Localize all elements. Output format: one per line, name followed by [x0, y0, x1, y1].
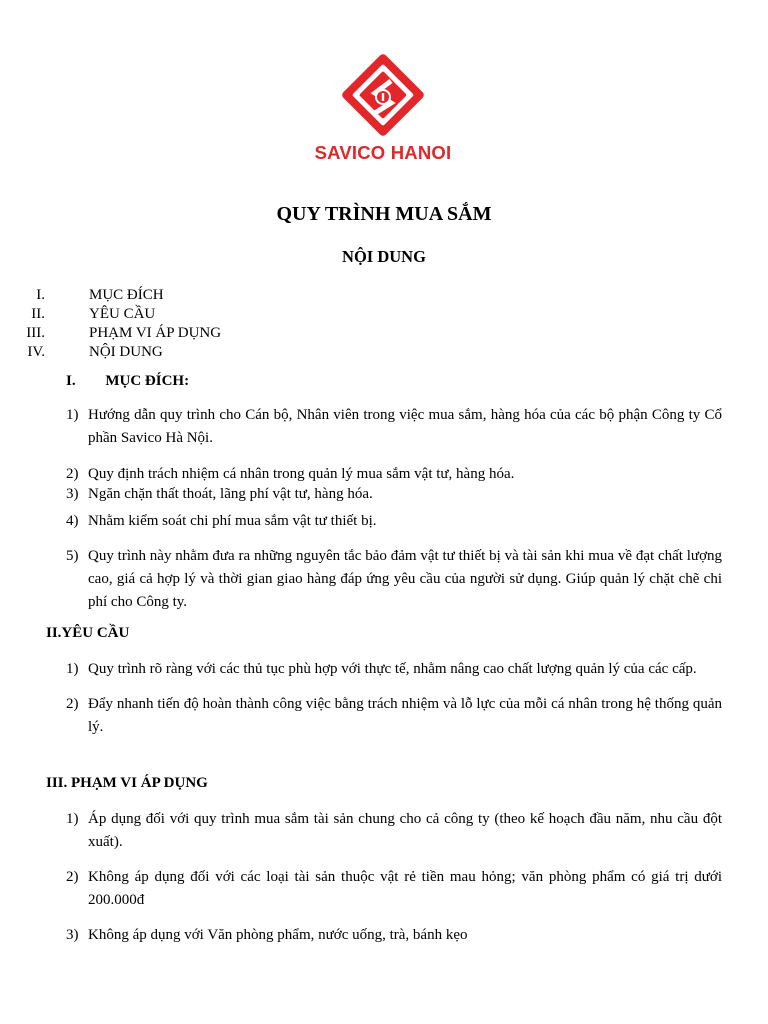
list-item [66, 510, 722, 533]
list-item [66, 924, 722, 947]
section-list-yeu-cau [66, 658, 722, 739]
item-number: 2) [66, 869, 79, 885]
section-heading-pham-vi [46, 775, 208, 792]
toc-label: NỘI DUNG [89, 344, 163, 360]
item-text: Không áp dụng với Văn phòng phẩm, nước uống, trà, bánh kẹo [88, 927, 468, 943]
toc-number: IV. [27, 344, 45, 360]
list-item [66, 866, 722, 912]
toc-label: PHẠM VI ÁP DỤNG [89, 325, 222, 341]
item-number: 3) [66, 486, 79, 502]
item-number: 1) [66, 407, 79, 423]
section-title: II.YÊU CẦU [46, 625, 130, 641]
section-number: I. [66, 373, 76, 389]
toc-label: MỤC ĐÍCH [89, 287, 164, 303]
item-text: Ngăn chặn thất thoát, lãng phí vật tư, hàng hóa. [88, 486, 373, 502]
toc-number: II. [31, 306, 45, 322]
item-number: 1) [66, 811, 79, 827]
toc-number: I. [36, 287, 45, 303]
document-title: QUY TRÌNH MUA SẮM [276, 203, 492, 225]
list-item [66, 658, 722, 681]
document-subtitle: NỘI DUNG [342, 247, 426, 266]
section-list-pham-vi [66, 808, 722, 947]
item-number: 4) [66, 513, 79, 529]
item-text: Quy trình này nhằm đưa ra những nguyên tắc bảo đảm vật tư thiết bị và tài sản khi mua về đạt chất lượng cao, giá cả hợp lý và thời gian giao hàng đáp ứng yêu cầu của người sử dụng. Giúp quản lý chặt chẽ chi phí cho Công ty. [88, 548, 722, 610]
item-number: 2) [66, 696, 79, 712]
section-title: MỤC ĐÍCH: [105, 373, 190, 389]
item-number: 2) [66, 466, 79, 482]
toc-item [0, 286, 600, 305]
item-text: Quy trình rõ ràng với các thủ tục phù hợp với thực tế, nhằm nâng cao chất lượng quản lý của các cấp. [88, 661, 697, 677]
item-number: 3) [66, 927, 79, 943]
list-item [66, 483, 722, 506]
list-item [66, 808, 722, 854]
item-number: 1) [66, 661, 79, 677]
item-text: Không áp dụng đối với các loại tài sản thuộc vật rẻ tiền mau hỏng; văn phòng phẩm có giá trị dưới 200.000đ [88, 869, 722, 908]
logo-text: SAVICO HANOI [314, 142, 452, 163]
section-title: III. PHẠM VI ÁP DỤNG [46, 775, 208, 791]
toc-number: III. [26, 325, 45, 341]
section-list-muc-dich [66, 404, 722, 614]
toc-label: YÊU CẦU [89, 306, 156, 322]
item-number: 5) [66, 548, 79, 564]
item-text: Đẩy nhanh tiến độ hoàn thành công việc bằng trách nhiệm và lỗ lực của mỗi cá nhân trong hệ thống quản lý. [88, 696, 722, 735]
list-item [66, 404, 722, 450]
savico-emblem-icon [303, 52, 463, 142]
section-heading-muc-dich [66, 373, 189, 390]
toc-item [0, 324, 600, 343]
table-of-contents [0, 286, 600, 362]
item-text: Áp dụng đối với quy trình mua sắm tài sản chung cho cả công ty (theo kế hoạch đầu năm, nhu cầu đột xuất). [88, 811, 722, 850]
list-item [66, 545, 722, 614]
item-text: Hướng dẫn quy trình cho Cán bộ, Nhân viên trong việc mua sắm, hàng hóa của các bộ phận Công ty Cổ phần Savico Hà Nội. [88, 407, 722, 446]
item-text: Nhằm kiểm soát chi phí mua sắm vật tư thiết bị. [88, 513, 377, 529]
item-text: Quy định trách nhiệm cá nhân trong quản lý mua sắm vật tư, hàng hóa. [88, 466, 515, 482]
list-item [66, 693, 722, 739]
section-heading-yeu-cau [46, 625, 129, 642]
toc-item [0, 343, 600, 362]
savico-logo [303, 52, 463, 172]
toc-item [0, 305, 600, 324]
